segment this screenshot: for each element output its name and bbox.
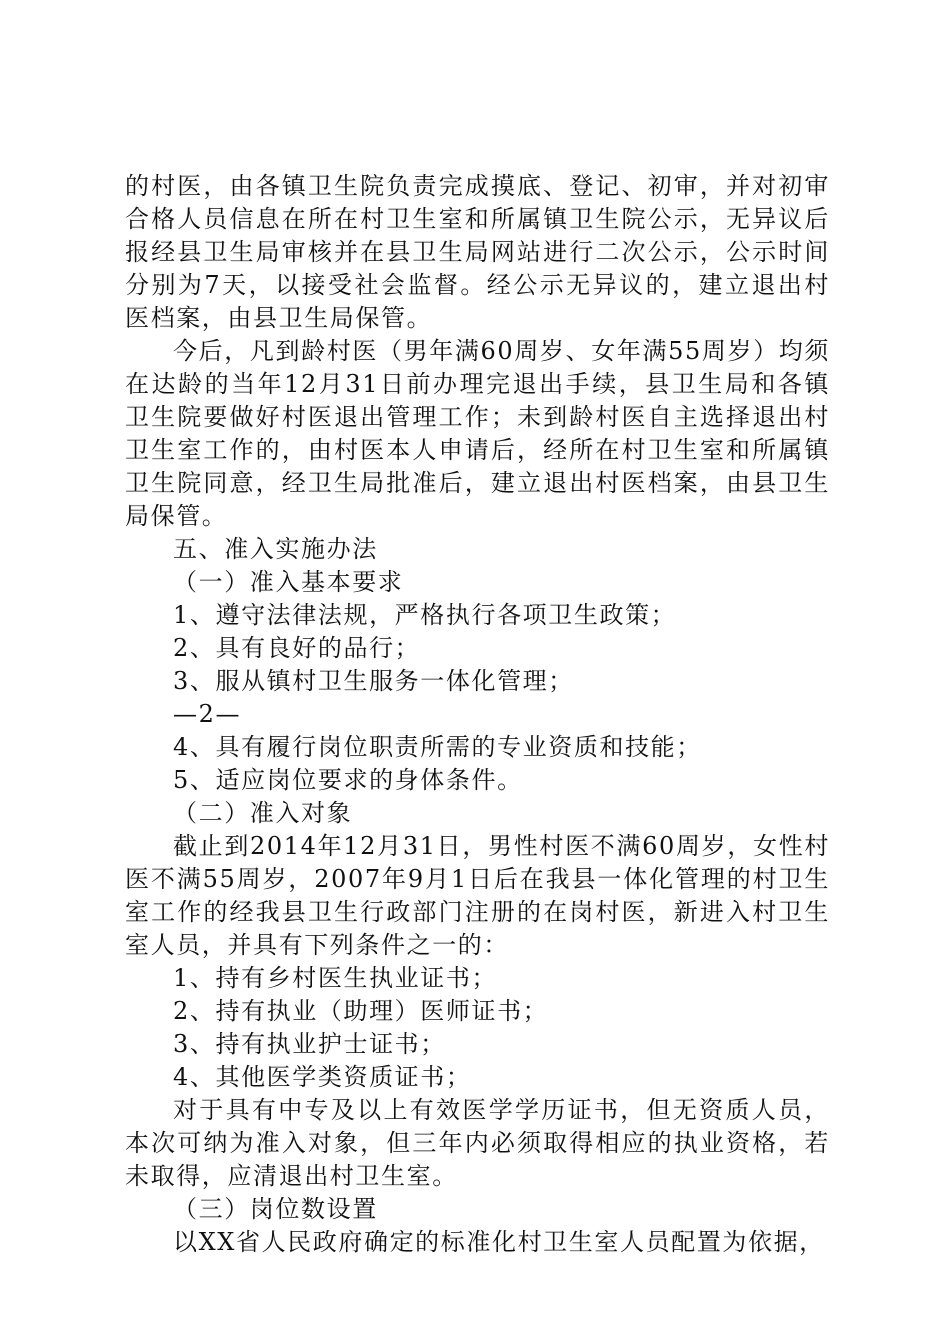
list-item-certificate-3: 3、持有执业护士证书； bbox=[173, 1030, 446, 1058]
paragraph-position-setup: 以XX省人民政府确定的标准化村卫生室人员配置为依据， bbox=[173, 1228, 825, 1256]
subsection-heading-admission-targets: （二）准入对象 bbox=[173, 799, 353, 827]
section-heading-admission: 五、准入实施办法 bbox=[173, 535, 378, 563]
page-number: —2— bbox=[173, 700, 242, 728]
list-item-requirement-4: 4、具有履行岗位职责所需的专业资质和技能； bbox=[173, 733, 702, 761]
document-body bbox=[125, 170, 830, 1259]
paragraph-village-doctor-registration: 的村医，由各镇卫生院负责完成摸底、登记、初审，并对初审合格人员信息在所在村卫生室和所属镇卫生院公示，无异议后报经县卫生局审核并在县卫生局网站进行二次公示，公示时间分别为7天，以接受社会监督。经公示无异议的，建立退出村医档案，由县卫生局保管。 bbox=[125, 172, 830, 332]
list-item-requirement-2: 2、具有良好的品行； bbox=[173, 634, 421, 662]
paragraph-retirement-rules: 今后，凡到龄村医（男年满60周岁、女年满55周岁）均须在达龄的当年12月31日前办理完退出手续，县卫生局和各镇卫生院要做好村医退出管理工作；未到龄村医自主选择退出村卫生室工作的，由村医本人申请后，经所在村卫生室和所属镇卫生院同意，经卫生局批准后，建立退出村医档案，由县卫生局保管。 bbox=[125, 337, 830, 530]
list-item-requirement-3: 3、服从镇村卫生服务一体化管理； bbox=[173, 667, 574, 695]
paragraph-admission-targets: 截止到2014年12月31日，男性村医不满60周岁，女性村医不满55周岁，2007年9月1日后在我县一体化管理的村卫生室工作的经我县卫生行政部门注册的在岗村医，新进入村卫生室人员，并具有下列条件之一的： bbox=[125, 832, 830, 959]
list-item-requirement-1: 1、遵守法律法规，严格执行各项卫生政策； bbox=[173, 601, 677, 629]
list-item-certificate-1: 1、持有乡村医生执业证书； bbox=[173, 964, 498, 992]
list-item-certificate-2: 2、持有执业（助理）医师证书； bbox=[173, 997, 549, 1025]
list-item-requirement-5: 5、适应岗位要求的身体条件。 bbox=[173, 766, 523, 794]
paragraph-education-exception: 对于具有中专及以上有效医学学历证书，但无资质人员，本次可纳为准入对象，但三年内必须取得相应的执业资格，若未取得，应清退出村卫生室。 bbox=[125, 1096, 830, 1190]
subsection-heading-basic-requirements: （一）准入基本要求 bbox=[173, 568, 404, 596]
subsection-heading-position-setup: （三）岗位数设置 bbox=[173, 1195, 378, 1223]
list-item-certificate-4: 4、其他医学类资质证书； bbox=[173, 1063, 472, 1091]
